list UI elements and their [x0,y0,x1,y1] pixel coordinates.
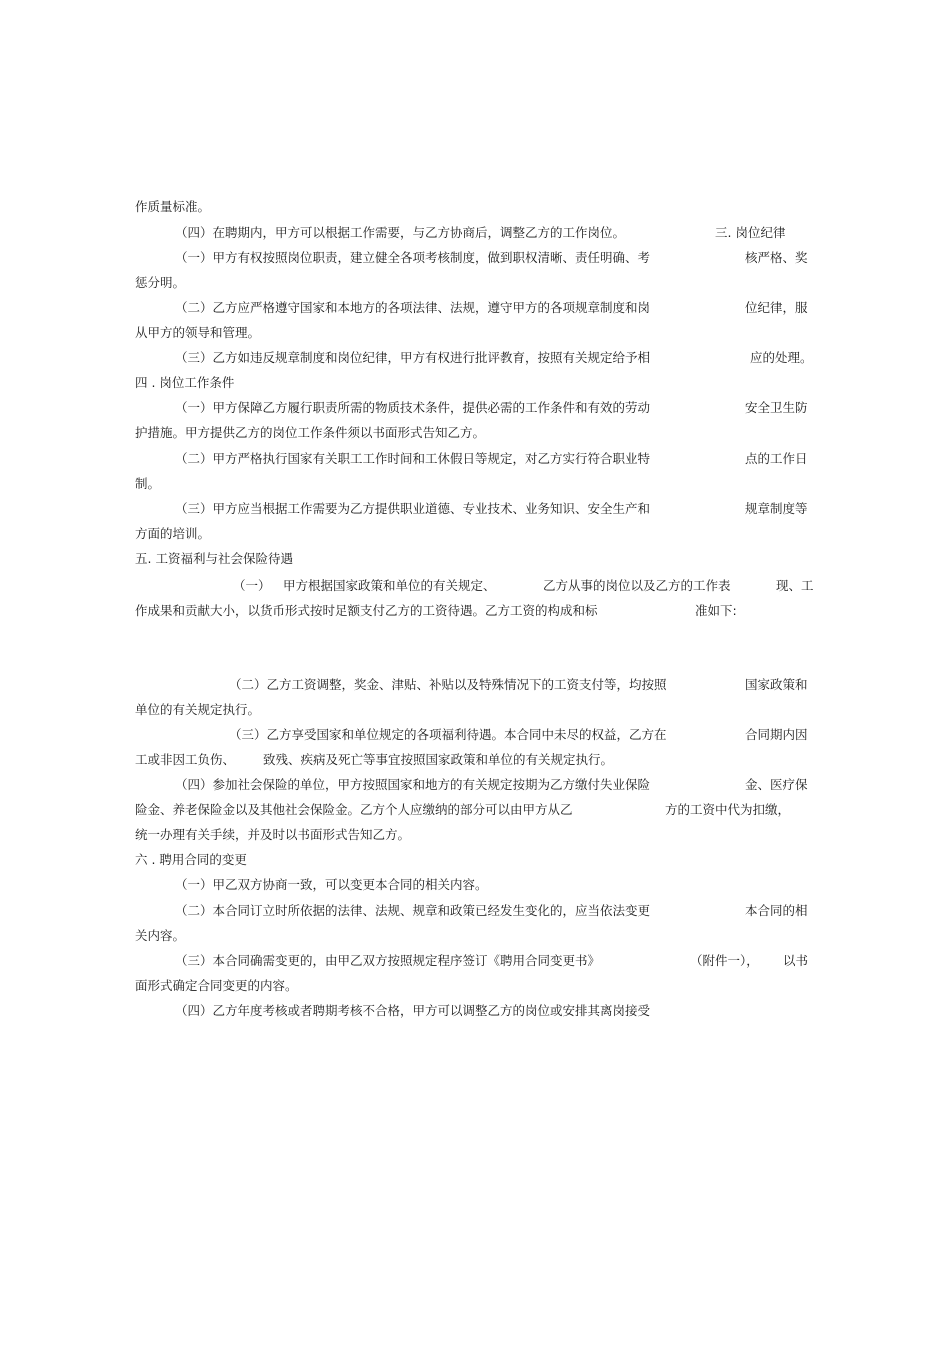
text-line: 单位的有关规定执行。 [135,702,261,717]
text-line: 金、医疗保 [745,777,808,792]
text-line: （二）乙方工资调整，奖金、津贴、补贴以及特殊情况下的工资支付等，均按照 [229,677,667,692]
text-line: （一）甲方保障乙方履行职责所需的物质技术条件，提供必需的工作条件和有效的劳动 [175,400,651,415]
text-line: （一） [233,578,271,593]
text-line: 工或非因工负伤、 [135,752,236,767]
text-line: 制。 [135,476,161,491]
text-line: 本合同的相 [745,903,808,918]
text-line: 惩分明。 [135,275,186,290]
text-line: 安全卫生防 [745,400,808,415]
text-line: 乙方从事的岗位以及乙方的工作表 [543,578,731,593]
section-heading: 四 . 岗位工作条件 [135,375,235,390]
text-line: 险金、养老保险金以及其他社会保险金。乙方个人应缴纳的部分可以由甲方从乙 [135,802,573,817]
text-line: 合同期内因 [745,727,808,742]
text-line: （三）本合同确需变更的，由甲乙双方按照规定程序签订《聘用合同变更书》 [175,953,601,968]
text-line: 应的处理。 [750,350,813,365]
text-line: 核严格、奖 [745,250,808,265]
text-line: 作成果和贡献大小，以货币形式按时足额支付乙方的工资待遇。乙方工资的构成和标 [135,603,598,618]
text-line: （四）参加社会保险的单位，甲方按照国家和地方的有关规定按期为乙方缴付失业保险 [175,777,651,792]
text-line: （一）甲方有权按照岗位职责，建立健全各项考核制度，做到职权清晰、责任明确、考 [175,250,651,265]
text-line: （三）甲方应当根据工作需要为乙方提供职业道德、专业技术、业务知识、安全生产和 [175,501,651,516]
text-line: 方面的培训。 [135,526,211,541]
text-line: 护措施。甲方提供乙方的岗位工作条件须以书面形式告知乙方。 [135,425,486,440]
text-line: 面形式确定合同变更的内容。 [135,978,298,993]
text-line: 以书 [783,953,809,968]
text-line: 位纪律，服 [745,300,808,315]
text-line: 甲方根据国家政策和单位的有关规定、 [283,578,496,593]
text-line: （三）乙方享受国家和单位规定的各项福利待遇。本合同中未尽的权益，乙方在 [229,727,667,742]
text-line: 致残、疾病及死亡等事宜按照国家政策和单位的有关规定执行。 [263,752,614,767]
text-line: （一）甲乙双方协商一致，可以变更本合同的相关内容。 [175,877,488,892]
section-heading: 五. 工资福利与社会保险待遇 [135,551,293,566]
text-line: 国家政策和 [745,677,808,692]
text-line: 规章制度等 [745,501,808,516]
text-line: 统一办理有关手续，并及时以书面形式告知乙方。 [135,827,411,842]
text-line: 从甲方的领导和管理。 [135,325,261,340]
text-line: （四）在聘期内，甲方可以根据工作需要，与乙方协商后，调整乙方的工作岗位。 [175,225,626,240]
text-line: （三）乙方如违反规章制度和岗位纪律，甲方有权进行批评教育，按照有关规定给予相 [175,350,651,365]
section-heading: 六 . 聘用合同的变更 [135,852,247,867]
text-line: 点的工作日 [745,451,808,466]
text-line: （二）本合同订立时所依据的法律、法规、规章和政策已经发生变化的，应当依法变更 [175,903,651,918]
text-line: 准如下: [695,603,737,618]
text-line: 现、工 [776,578,814,593]
text-line: 作质量标准。 [135,199,211,214]
text-line: 方的工资中代为扣缴， [665,802,791,817]
text-line: （二）甲方严格执行国家有关职工工作时间和工休假日等规定，对乙方实行符合职业特 [175,451,651,466]
section-heading: 三. 岗位纪律 [715,225,786,240]
text-line: （附件一）， [690,953,759,968]
text-line: 关内容。 [135,928,186,943]
text-line: （二）乙方应严格遵守国家和本地方的各项法律、法规，遵守甲方的各项规章制度和岗 [175,300,651,315]
text-line: （四）乙方年度考核或者聘期考核不合格，甲方可以调整乙方的岗位或安排其离岗接受 [175,1003,651,1018]
